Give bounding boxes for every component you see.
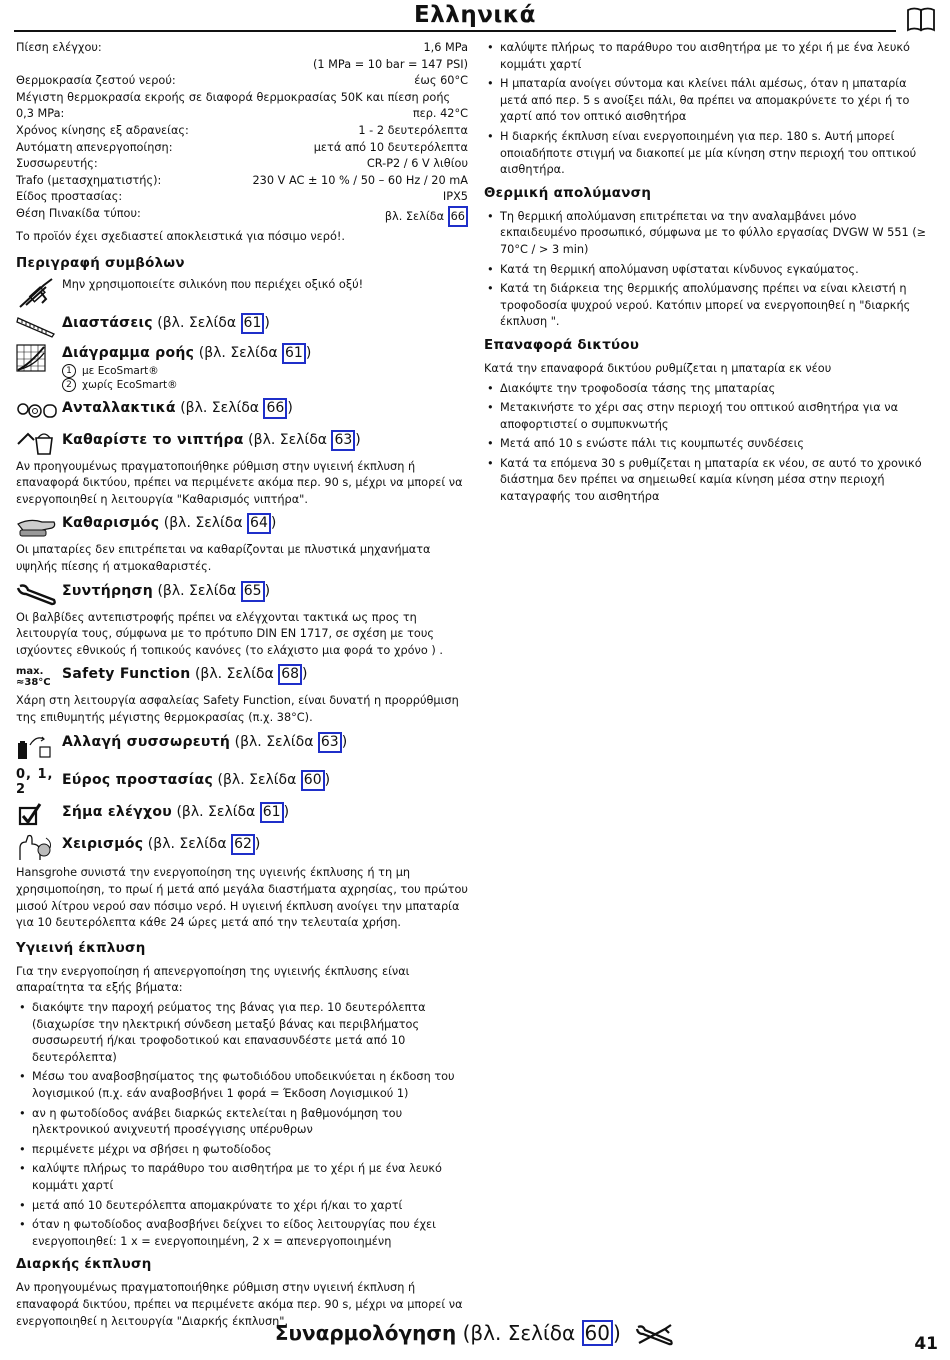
right-column [484, 40, 934, 509]
spec-row: 0,3 MPa: περ. 42°C [16, 107, 468, 121]
list-item: • Η διαρκής έκπλυση είναι ενεργοποιημένη για περ. 180 s. Αυτή μπορεί οποιαδήποτε στιγμή να διακοπεί με μία κίνηση στην περιοχή του οπτικού αισθητήρα. [484, 129, 934, 179]
symbol-cleaning: Καθαρισμός (βλ. Σελίδα 64 ) [16, 513, 468, 539]
handling-text: Hansgrohe συνιστά την ενεργοποίηση της υγιεινής έκπλυσης ή τη μη χρησιμοποίηση, το πρωί ή μετά από μεγάλα διαστήματα αχρησίας, του πρώτου μισού λίτρου νερού σαν πόσιμο νερό. Η υγιεινή έκπλυση ανοίγει την μπαταρία για 10 δευτερόλεπτα κάθε 24 ώρες μετά από την τελευταία χρήση. [16, 866, 468, 930]
book-icon [906, 6, 936, 32]
hygiene-heading: Υγιεινή έκπλυση [16, 940, 146, 956]
spec-row: Χρόνος κίνησης εξ αδρανείας: 1 - 2 δευτερόλεπτα [16, 123, 468, 137]
list-item: • Κατά τη θερμική απολύμανση υφίσταται κίνδυνος εγκαύματος. [484, 262, 934, 279]
hand-sensor-icon [16, 834, 54, 862]
page-title: Ελληνικά [414, 2, 536, 28]
left-column [16, 40, 468, 1330]
page-link[interactable]: 62 [231, 834, 255, 855]
reset-intro: Κατά την επαναφορά δικτύου ρυθμίζεται η μπαταρία εκ νέου [484, 361, 832, 375]
flow-item: 1 με EcoSmart® [62, 364, 311, 378]
flow-item: 2 χωρίς EcoSmart® [62, 378, 311, 392]
list-item: • Η μπαταρία ανοίγει σύντομα και κλείνει πάλι αμέσως, όταν η μπαταρία μετά από περ. 5 s ανοίξει πάλι, θα πρέπει να απομακρύνετε το χέρι ή το χαρτί από τον οπτικό αισθητήρα [484, 76, 934, 126]
symbol-silicone [16, 277, 468, 311]
clean-basin-text: Αν προηγουμένως πραγματοποιήθηκε ρύθμιση στην υγιεινή έκπλυση ή επαναφορά δικτύου, πρέπει να περιμένετε ακόμα περ. 90 s, μέχρι να μπορεί να ενεργοποιηθεί η λειτουργία "Καθαρισμός νιπτήρα". [16, 459, 463, 506]
list-item: • καλύψτε πλήρως το παράθυρο του αισθητήρα με το χέρι ή με ένα λευκό κομμάτι χαρτί [484, 40, 934, 73]
page-link[interactable]: 60 [301, 770, 325, 791]
spec-row: Συσσωρευτής: CR-P2 / 6 V λιθίου [16, 157, 468, 171]
maintenance-text: Οι βαλβίδες αντεπιστροφής πρέπει να ελέγχονται τακτικά ως προς τη λειτουργία τους, σύμφωνα με το πρότυπο DIN EN 1717, σε σχέση με τους ισχύοντες εθνικούς ή τοπικούς κανόνες (το ελάχιστο μια φορά το χρόνο ) . [16, 610, 443, 657]
reset-steps [484, 381, 934, 506]
ruler-icon [16, 314, 56, 338]
symbols-heading: Περιγραφή συμβόλων [16, 255, 185, 271]
flow-diagram-icon [16, 344, 46, 372]
spec-row: Αυτόματη απενεργοποίηση: μετά από 10 δευτερόλεπτα [16, 140, 468, 154]
protection-range-icon: 0, 1, 2 [16, 767, 54, 798]
symbol-spares: Ανταλλακτικά (βλ. Σελίδα 66 ) [16, 398, 468, 424]
assembly-footer: Συναρμολόγηση (βλ. Σελίδα 60 ) [0, 1320, 950, 1347]
symbol-handling: Χειρισμός (βλ. Σελίδα 62 ) [16, 834, 468, 862]
cleaning-text: Οι μπαταρίες δεν επιτρέπεται να καθαρίζονται με πλυστικά μηχανήματα υψηλής πίεσης ή ατμοκαθαριστές. [16, 543, 431, 573]
silicone-text: Μην χρησιμοποιείτε σιλικόνη που περιέχει οξικό οξύ! [62, 277, 364, 291]
safety-text: Χάρη στη λειτουργία ασφαλείας Safety Function, είναι δυνατή η προρρύθμιση της επιθυμητής μέγιστης θερμοκρασίας (π.χ. 38°C). [16, 694, 459, 724]
page-link[interactable]: 66 [448, 206, 468, 227]
bucket-icon [16, 430, 56, 456]
spec-row: Πίεση ελέγχου: 1,6 MPa [16, 41, 468, 54]
spec-row: Trafo (μετασχηματιστής): 230 V AC ± 10 % / 50 – 60 Hz / 20 mA [16, 173, 468, 187]
page-link[interactable]: 64 [247, 513, 271, 534]
page-link[interactable]: 65 [241, 581, 265, 602]
page-link[interactable]: 61 [282, 343, 306, 364]
technical-specs [16, 40, 468, 227]
page-link[interactable]: 63 [331, 430, 355, 451]
page-link[interactable]: 63 [318, 732, 342, 753]
continuous-text: Αν προηγουμένως πραγματοποιήθηκε ρύθμιση στην υγιεινή έκπλυση ή επαναφορά δικτύου, πρέπει να περιμένετε ακόμα περ. 90 s, μέχρι να μπορεί να ενεργοποιηθεί η λειτουργία "Διαρκής έκπλυση". [16, 1281, 463, 1328]
list-item: • Κατά τα επόμενα 30 s ρυθμίζεται η μπαταρία εκ νέου, σε αυτό το χρονικό διάστημα δεν πρέπει να σημειωθεί καμία κίνηση μέσα στην περιοχή καταγραφής του αισθητήρα [484, 456, 934, 506]
checkbox-icon [16, 802, 42, 828]
symbol-maintenance: Συντήρηση (βλ. Σελίδα 65 ) [16, 581, 468, 607]
max-temp-icon: max. ≈38°C [16, 666, 51, 689]
continuous-heading: Διαρκής έκπλυση [16, 1257, 152, 1273]
list-item: • Κατά τη διάρκεια της θερμικής απολύμανσης πρέπει να είναι κλειστή η τροφοδοσία ψυχρού νερού. Κατόπιν μπορεί να ενεργοποιηθεί η "διαρκής έκπλυση ". [484, 281, 934, 331]
tools-icon [635, 1323, 675, 1347]
symbol-flow-diagram: Διάγραμμα ροής (βλ. Σελίδα 61 ) 1 με EcoSmart® 2 χωρίς EcoSmart® [16, 343, 468, 392]
thermal-steps [484, 209, 934, 331]
spec-row: Θέση Πινακίδα τύπου: βλ. Σελίδα 66 [16, 206, 468, 227]
list-item: • Μετά από 10 s ενώστε πάλι τις κουμπωτές συνδέσεις [484, 436, 934, 453]
cleaning-hand-icon [16, 514, 58, 538]
list-item: • Διακόψτε την τροφοδοσία τάσης της μπαταρίας [484, 381, 934, 398]
list-item: • Τη θερμική απολύμανση επιτρέπεται να την αναλαμβάνει μόνο εκπαιδευμένο προσωπικό, σύμφωνα με το φύλλο εργασίας DVGW W 551 (≥ 70°C / > 3 min) [484, 209, 934, 259]
symbol-safety: max. ≈38°C Safety Function (βλ. Σελίδα 68 ) [16, 666, 308, 689]
list-item: • Μέσω του αναβοσβησίματος της φωτοδιόδου υποδεικνύεται η έκδοση του λογισμικού (π.χ. εάν αναβοσβήνει 1 φορά = Έκδοση Λογισμικού 1) [16, 1069, 468, 1102]
page-link[interactable]: 60 [582, 1320, 613, 1346]
list-item: • καλύψτε πλήρως το παράθυρο του αισθητήρα με το χέρι ή με ένα λευκό κομμάτι χαρτί [16, 1161, 468, 1194]
page-link[interactable]: 61 [260, 802, 284, 823]
symbol-clean-basin: Καθαρίστε το νιπτήρα (βλ. Σελίδα 63 ) [16, 430, 468, 456]
list-item: • περιμένετε μέχρι να σβήσει η φωτοδίοδος [16, 1142, 468, 1159]
spec-row: Θερμοκρασία ζεστού νερού: έως 60°C [16, 74, 468, 88]
spec-row: (1 MPa = 10 bar = 147 PSI) [312, 57, 468, 71]
spare-parts-icon [16, 400, 58, 422]
continuous-steps [484, 40, 934, 179]
symbol-battery: Αλλαγή συσσωρευτή (βλ. Σελίδα 63 ) [16, 732, 468, 762]
list-item: • διακόψτε την παροχή ρεύματος της βάνας για περ. 10 δευτερόλεπτα (διαχωρίσε την ηλεκτρική σύνδεση μεταξύ βάνας και περιβλήματος συσσωρευτή ή/και τροφοδοτικού και επανασυνδέστε μετά από 10 δευτερόλεπτα) [16, 1000, 468, 1066]
page-link[interactable]: 68 [278, 664, 302, 685]
potable-note: Το προϊόν έχει σχεδιαστεί αποκλειστικά για πόσιμο νερό!. [16, 229, 345, 243]
spec-row: Μέγιστη θερμοκρασία εκροής σε διαφορά θερμοκρασίας 50K και πίεση ροής [16, 90, 451, 104]
list-item: • όταν η φωτοδίοδος αναβοσβήνει δείχνει το είδος λειτουργίας που έχει ενεργοποιηθεί: 1 x = ενεργοποιημένη, 2 x = απενεργοποιημένη [16, 1217, 468, 1250]
hygiene-steps [16, 1000, 468, 1250]
list-item: • αν η φωτοδίοδος ανάβει διαρκώς εκτελείται η βαθμονόμηση του ηλεκτρονικού ανιχνευτή προσέγγισης υπέρυθρων [16, 1106, 468, 1139]
hygiene-intro: Για την ενεργοποίηση ή απενεργοποίηση της υγιεινής έκπλυσης είναι απαραίτητα τα εξής βήματα: [16, 964, 410, 995]
wrench-icon [16, 582, 58, 606]
thermal-heading: Θερμική απολύμανση [484, 185, 652, 201]
page-link[interactable]: 61 [241, 313, 265, 334]
symbol-range: 0, 1, 2 Εύρος προστασίας (βλ. Σελίδα 60 ) [16, 767, 331, 798]
battery-icon [16, 733, 54, 761]
spec-row: Είδος προστασίας: IPX5 [16, 190, 468, 204]
symbol-dimensions: Διαστάσεις (βλ. Σελίδα 61 ) [16, 313, 468, 339]
list-item: • μετά από 10 δευτερόλεπτα απομακρύνατε το χέρι ή/και το χαρτί [16, 1198, 468, 1215]
header-rule [14, 30, 896, 32]
reset-heading: Επαναφορά δικτύου [484, 337, 640, 353]
symbol-check: Σήμα ελέγχου (βλ. Σελίδα 61 ) [16, 802, 468, 828]
page-number: 41 [914, 1334, 938, 1354]
list-item: • Μετακινήστε το χέρι σας στην περιοχή του οπτικού αισθητήρα για να αποφορτιστεί ο συμπυκνωτής [484, 400, 934, 433]
silicone-gun-icon [16, 277, 56, 311]
page-link[interactable]: 66 [263, 398, 287, 419]
